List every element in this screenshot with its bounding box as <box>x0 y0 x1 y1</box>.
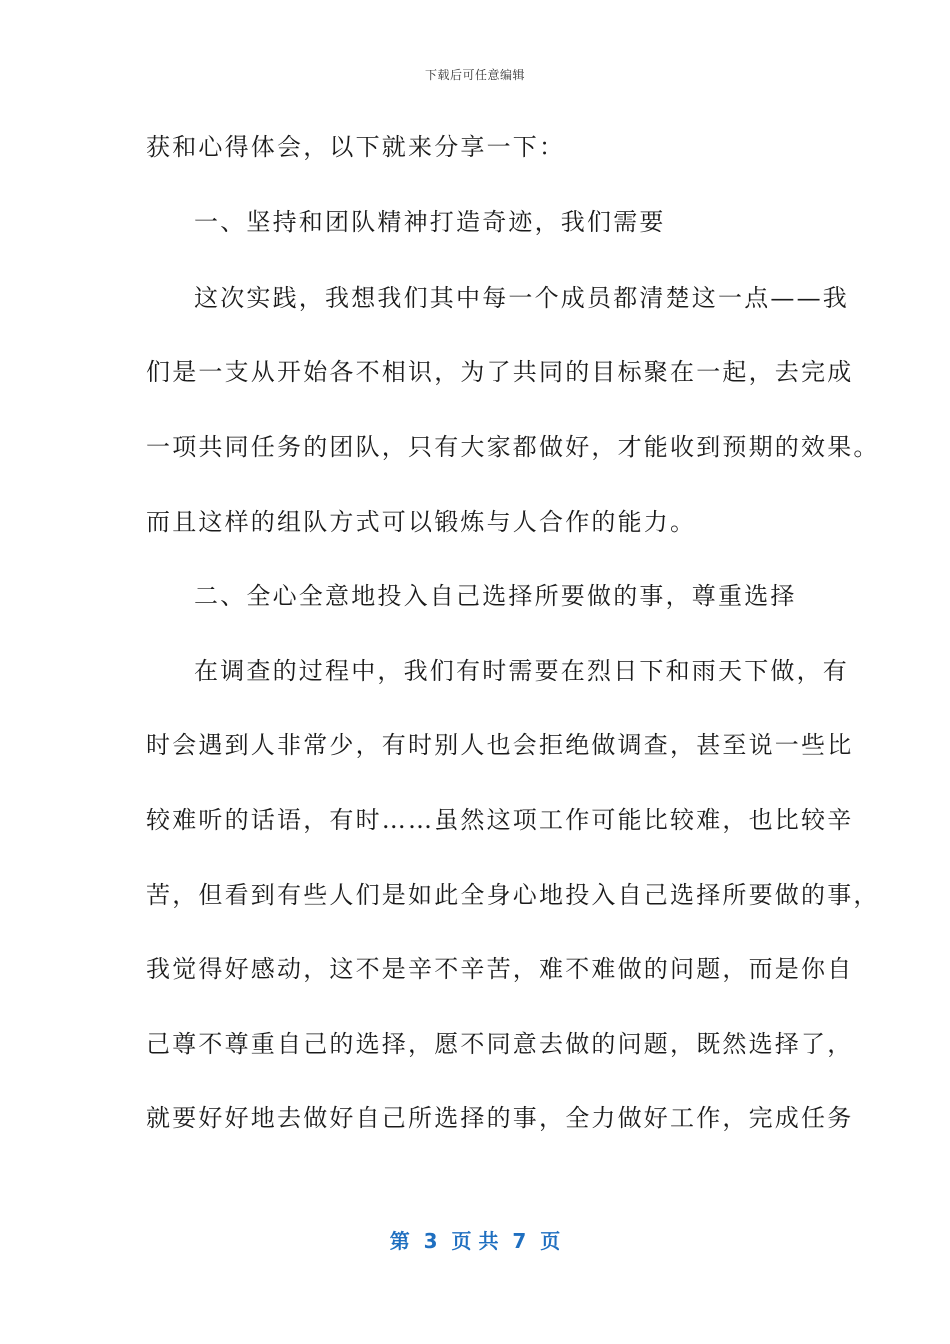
text-line-4: 们是一支从开始各不相识，为了共同的目标聚在一起，去完成 <box>146 358 854 386</box>
text-line-8: 在调查的过程中，我们有时需要在烈日下和雨天下做，有 <box>194 657 849 685</box>
text-line-9: 时会遇到人非常少，有时别人也会拒绝做调查，甚至说一些比 <box>146 731 854 759</box>
section-heading-2: 二、全心全意地投入自己选择所要做的事，尊重选择 <box>194 582 797 610</box>
text-line-3: 这次实践，我想我们其中每一个成员都清楚这一点——我 <box>194 284 849 312</box>
text-line-14: 就要好好地去做好自己所选择的事，全力做好工作，完成任务 <box>146 1104 854 1132</box>
text-line-13: 己尊不尊重自己的选择，愿不同意去做的问题，既然选择了， <box>146 1030 854 1058</box>
text-line-10: 较难听的话语，有时……虽然这项工作可能比较难，也比较辛 <box>146 806 854 834</box>
section-heading-1: 一、坚持和团队精神打造奇迹，我们需要 <box>194 208 666 236</box>
text-line-11: 苦，但看到有些人们是如此全身心地投入自己选择所要做的事， <box>146 881 880 909</box>
page-number-footer: 第 3 页 共 7 页 <box>389 1229 561 1253</box>
header-note: 下载后可任意编辑 <box>424 68 525 82</box>
text-line-1: 获和心得体会，以下就来分享一下： <box>146 133 566 161</box>
text-line-12: 我觉得好感动，这不是辛不辛苦，难不难做的问题，而是你自 <box>146 955 854 983</box>
text-line-6: 而且这样的组队方式可以锻炼与人合作的能力。 <box>146 508 697 536</box>
text-line-5: 一项共同任务的团队，只有大家都做好，才能收到预期的效果。 <box>146 433 880 461</box>
